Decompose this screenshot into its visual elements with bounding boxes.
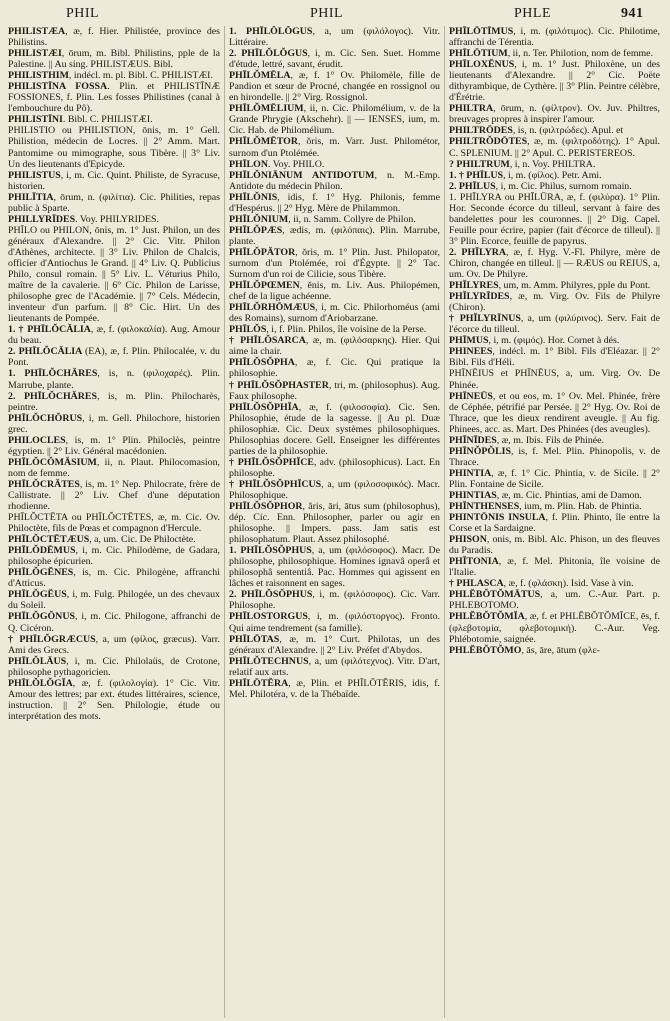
dictionary-entry: PHILISTĪNA FOSSA. Plin. et PHILISTĪNÆ FOSSIONES, f. Plin. Les fosses Philistines (canal à l'embouchure du Pô). — [8, 81, 221, 115]
header-left-guide-word: PHIL — [66, 6, 100, 21]
dictionary-entry: PHĪLON. Voy. PHILO. — [229, 158, 325, 170]
dictionary-entry: PHĪLŎMĒLA, æ, f. 1° Ov. Philomèle, fille de Pandion et sœur de Procné, changée en rossignol ou en hirondelle. || 2° Virg. Rossignol. — [229, 70, 440, 104]
dictionary-entry: PHĪLO ou PHILON, ōnis, m. 1° Just. Philon, un des généraux d'Alexandre. || 2° Cic. Vitr. Philon d'Athènes, architecte. || 3° Liv. Philon de Chalcis, officier d'Antiochus le Grand. || 4° Liv. Q. Publicius Philo, consul romain. || 5° Liv. L. Véturius Philo, maître de la cavalerie. || 6° Cic. Philon de Larisse, philosophe grec de l'Académie. || 7° Cels. Médecin, inventeur d'un parfum. || 8° Cic. Hirt. Un des lieutenants de Pompée. — [8, 224, 220, 325]
dictionary-entry: PHĪLŎCTĒTA ou PHĪLŎCTĒTES, æ, m. Cic. Ov. Philoctète, fils de Pœas et compagnon d'Hercule. — [8, 512, 220, 535]
dictionary-entry: PHĪLŌTAS, æ, m. 1° Curt. Philotas, un des généraux d'Alexandre. || 2° Liv. Préfet d'Abydos. — [229, 633, 440, 656]
dictionary-entry: ? PHILTRUM, i, n. Voy. PHILTRA. — [449, 158, 596, 170]
page-number: 941 — [621, 6, 644, 21]
dictionary-entry: PHINEES, indécl. m. 1° Bibl. Fils d'Eléazar. || 2° Bibl. Fils d'Héli. — [449, 346, 660, 369]
dictionary-entry: PHINTŌNIS INSULA, f. Plin. Phinto, île entre la Corse et la Sardaigne. — [449, 512, 660, 535]
dictionary-entry: 1. PHĪLŎCHĂRES, is, n. (φιλοχαρές). Plin. Marrube, plante. — [8, 368, 220, 391]
dictionary-entry: † PHĪLŎGRÆCUS, a, um (φίλος, græcus). Varr. Ami des Grecs. — [8, 633, 220, 656]
dictionary-entry: PHĪLŎGĔNES, is, m. Cic. Philogène, affranchi d'Atticus. — [8, 567, 220, 590]
dictionary-entry: PHĪLŎSŎPHĬA, æ, f. (φιλοσοφία). Cic. Sen. Philosophie, étude de la sagesse. || Au pl. Duæ philosophiæ. Cic. Deux systèmes philosophiques. Philosophias docere. Gell. Enseigner les différentes parties de la philosophie. — [229, 401, 440, 457]
dictionary-entry: PHĪLŎPĂTOR, ŏris, m. 1° Plin. Just. Philopator, surnom d'un Ptolémée, roi d'Égypte. || 2° Tac. Surnom d'un roi de Cilicie, sous Tibère. — [229, 246, 440, 281]
dictionary-entry: 1. PHĪLŎSŎPHUS, a, um (φιλόσοφος). Macr. De philosophe, philosophique. Homines ignavâ operâ et philosophâ sententiâ. Pac. Hommes qui agissent en lâches et raisonnent en sages. — [229, 545, 440, 590]
dictionary-entry: † PHLASCA, æ, f. (φλάσκη). Isid. Vase à vin. — [449, 578, 634, 590]
dictionary-entry: PHLĔBŎTŎMĀTUS, a, um. C.-Aur. Part. p. PHLEBOTOMO. — [449, 589, 660, 612]
dictionary-entry: PHĪNEŪS, et ou eos, m. 1° Ov. Mel. Phinée, frère de Céphée, pétrifié par Persée. || 2° Hyg. Ov. Roi de Thrace, que les dieux rendirent aveugle. || Au fig. Phinees, acc. as. Mart. Des Phinées (des aveugles). — [449, 390, 660, 435]
dictionary-entry: PHINTIA, æ, f. 1° Cic. Phintia, v. de Sicile. || 2° Plin. Fontaine de Sicile. — [449, 467, 660, 490]
column-3 — [444, 26, 664, 1018]
dictionary-entry: † PHĪLŎSARCA, æ, m. (φιλόσαρκης). Hier. Qui aime la chair. — [229, 335, 440, 358]
dictionary-entry: PHĪLŎLĀUS, i, m. Cic. Philolaüs, de Crotone, philosophe pythagoricien. — [8, 655, 220, 678]
dictionary-entry: PHĪLŎLŎGĬA, æ, f. (φιλολογία). 1° Cic. Vitr. Amour des lettres; par ext. études littéraires, science, instruction. || 2° Sen. Philologie, étude ou interprétation des mots. — [8, 677, 220, 722]
dictionary-entry: 2. PHĪLUS, i, m. Cic. Philus, surnom romain. — [449, 180, 632, 192]
dictionary-entry: PHĪLOXĔNUS, i, m. 1° Just. Philoxène, un des lieutenants d'Alexandre. || 2° Cic. Poëte dithyrambique, de Cythère. || 3° Plin. Peintre célèbre, d'Érétrie. — [449, 59, 660, 104]
dictionary-entry: PHĪLŎRHŌMÆUS, i, m. Cic. Philorhoméus (ami des Romains), surnom d'Ariobarzane. — [229, 302, 440, 325]
dictionary-entry: PHĪLŎPÆS, ædis, m. (φιλόπαις). Plin. Marrube, plante. — [229, 224, 440, 247]
column-2 — [224, 26, 444, 1018]
dictionary-entry: PHĪLŎMĒTOR, ŏris, m. Varr. Just. Philométor, surnom d'un Ptolémée. — [229, 136, 440, 159]
dictionary-entry: PHĪLŎTECHNUS, a, um (φιλότεχνος). Vitr. D'art, relatif aux arts. — [229, 655, 440, 678]
column-1 — [4, 26, 224, 1018]
dictionary-entry: 1. † PHĪLŎCĂLIA, æ, f. (φιλοκαλία). Aug. Amour du beau. — [8, 324, 220, 347]
dictionary-entry: PHĪLŎSŎPHOR, ăris, āri, ātus sum (philosophus), dép. Cic. Enn. Philosopher, parler ou agir en philosophe. || Impers. pass. Jam satis est philosophatum. Plaut. Assez philosophé. — [229, 501, 440, 546]
dictionary-columns — [4, 26, 664, 1018]
dictionary-entry: PHĪLOSTORGUS, i, m. (φιλόστοργος). Fronto. Qui aime tendrement (sa famille). — [229, 611, 440, 634]
dictionary-entry: PHĪLŎDĒMUS, i, m. Cic. Philodème, de Gadara, philosophe épicurien. — [8, 545, 220, 568]
dictionary-entry: PHĬNTHENSES, ium, m. Plin. Hab. de Phintia. — [449, 501, 642, 513]
dictionary-entry: PHILOCLES, is, m. 1° Plin. Philoclès, peintre égyptien. || 2° Liv. Général macédonien. — [8, 434, 220, 457]
dictionary-entry: PHĪLŌTIUM, ii, n. Ter. Philotion, nom de femme. — [449, 48, 654, 60]
dictionary-entry: 2. PHĬLYRA, æ, f. Hyg. V.-Fl. Philyre, mère de Chiron, changée en tilleul. || — RÆUS ou REIUS, a, um. Ov. De Philyre. — [449, 246, 660, 281]
dictionary-entry: PHĪLŎNIUM, ii, n. Samm. Collyre de Philon. — [229, 213, 416, 225]
dictionary-entry: † PHĪLŎSŎPHĬCE, adv. (philosophicus). Lact. En philosophe. — [229, 456, 440, 479]
dictionary-entry: PHILTRŌDES, is, n. (φιλτρώδες). Apul. et — [449, 125, 624, 137]
dictionary-entry: PHĬLYRĪDES, æ, m. Virg. Ov. Fils de Philyre (Chiron). — [449, 291, 660, 314]
dictionary-entry: PHĪLŌTĔRA, æ, Plin. et PHĪLŌTĔRIS, idis, f. Mel. Philotéra, v. de la Thébaïde. — [229, 677, 440, 700]
dictionary-entry: PHILTRŎDŌTES, æ, m. (φιλτροδότης). 1° Apul. C. SPLENIUM. || 2° Apul. C. PERISTEREOS. — [449, 136, 660, 159]
dictionary-entry: PHILISTĪNI. Bibl. C. PHILISTÆI. — [8, 114, 153, 126]
dictionary-entry: † PHĪLŎSŎPHĬCUS, a, um (φιλοσοφικός). Macr. Philosophique. — [229, 478, 440, 501]
dictionary-entry: 2. PHĪLŎCHĂRES, is, m. Plin. Philocharès, peintre. — [8, 390, 220, 413]
dictionary-entry: PHĪLŎMĒLIUM, ii, n. Cic. Philomélium, v. de la Grande Phrygie (Akschehr). || — IENSES, ium, m. Cic. Hab. de Philomélium. — [229, 103, 440, 137]
header-right-guide-word: PHLE — [514, 6, 551, 21]
dictionary-entry: PHILTRA, ōrum, n. (φίλτρον). Ov. Juv. Philtres, breuvages propres à inspirer l'amour. — [449, 103, 660, 126]
dictionary-entry: 1. † PHĪLUS, i, m. (φίλος). Petr. Ami. — [449, 169, 602, 181]
dictionary-entry: PHĪLŎS, i, f. Plin. Philos, île voisine de la Perse. — [229, 324, 427, 336]
dictionary-entry: † PHĬLYRĪNUS, a, um (φιλύρινος). Serv. Fait de l'écorce du tilleul. — [449, 313, 660, 336]
dictionary-entry: PHĪLŎNIS, idis, f. 1° Hyg. Philonis, femme d'Hespérus. || 2° Hyg. Mère de Philammon. — [229, 191, 440, 214]
dictionary-entry: PHĪLŎCHŎRUS, i, m. Gell. Philochore, historien grec. — [8, 412, 220, 435]
dictionary-entry: PHĪNĒIUS et PHĪNĒUS, a, um. Virg. Ov. De Phinée. — [449, 368, 660, 391]
dictionary-entry: PHĪNŎPŎLIS, is, f. Mel. Plin. Phinopolis, v. de Thrace. — [449, 445, 660, 468]
dictionary-entry: PHILISTIO ou PHILISTION, ōnis, m. 1° Gell. Philistion, médecin de Locres. || 2° Amm. Mart. Pantomime ou mimographe, sous Tibère. || 3° Liv. Un des lieutenants d'Epicyde. — [8, 125, 220, 170]
dictionary-entry: PHILISTÆI, ōrum, m. Bibl. Philistins, pple de la Palestine. || Au sing. PHILISTÆUS. Bibl. — [8, 48, 220, 71]
dictionary-entry: PHILĪTIA, ōrum, n. (φιλίτια). Cic. Philities, repas public à Sparte. — [8, 191, 220, 214]
dictionary-entry: PHINTIAS, æ, m. Cic. Phintias, ami de Damon. — [449, 489, 642, 501]
dictionary-entry: 1. PHĬLYRA ou PHĬLŪRA, æ, f. (φιλύρα). 1° Plin. Hor. Seconde écorce du tilleul, servant à faire des bandelettes pour les couronnes. || 2° Dig. Capel. Feuille pour écrire, papier (fait d'écorce de tilleul). || 3° Plin. Ecorce, feuille de papyrus. — [449, 191, 660, 247]
dictionary-entry: PHISON, onis, m. Bibl. Alc. Phison, un des fleuves du Paradis. — [449, 534, 660, 557]
dictionary-entry: PHĪLŎGŎNUS, i, m. Cic. Philogone, affranchi de Q. Cicéron. — [8, 611, 220, 634]
header-middle-guide-word: PHIL — [310, 6, 344, 21]
dictionary-entry: PHILISTUS, i, m. Cic. Quint. Philiste, de Syracuse, historien. — [8, 169, 220, 192]
dictionary-entry: PHĬLYRES, um, m. Amm. Philyres, pple du Pont. — [449, 280, 651, 292]
dictionary-entry: PHĪLŎCRĂTES, is, m. 1° Nep. Philocrate, frère de Callistrate. || 2° Liv. Chef d'une députation rhodienne. — [8, 478, 220, 513]
dictionary-entry: 2. PHĪLŎSŎPHUS, i, m. (φιλόσοφος). Cic. Varr. Philosophe. — [229, 589, 440, 612]
dictionary-entry: PHĪMUS, i, m. (φιμός). Hor. Cornet à dés. — [449, 335, 620, 347]
dictionary-entry: † PHĪLŎSŎPHASTER, tri, m. (philosophus). Aug. Faux philosophe. — [229, 379, 441, 402]
running-header — [0, 0, 670, 26]
dictionary-entry: PHĪNĪDES, æ, m. Ibis. Fils de Phinée. — [449, 434, 605, 446]
dictionary-entry: PHILISTHIM, indécl. m. pl. Bibl. C. PHILISTÆI. — [8, 70, 213, 82]
dictionary-entry: 1. PHĪLŎLŎGUS, a, um (φιλόλογος). Vitr. Littéraire. — [229, 26, 440, 49]
dictionary-entry: PHĪLŎPŒMEN, ĕnis, m. Liv. Aus. Philopémen, chef de la ligue achéenne. — [229, 280, 440, 303]
dictionary-entry: PHĬTONIA, æ, f. Mel. Phitonia, île voisine de l'Italie. — [449, 556, 660, 579]
dictionary-entry: PHĪLŎCTĒTÆUS, a, um. Cic. De Philoctète. — [8, 534, 196, 546]
dictionary-entry: 2. PHĪLŎCĂLIA (EA), æ, f. Plin. Philocalée, v. du Pont. — [8, 346, 220, 369]
dictionary-entry: PHĪLŌTĪMUS, i, m. (φιλότιμος). Cic. Philotime, affranchi de Térentia. — [449, 26, 660, 49]
dictionary-entry: PHĪLŎCŎMĂSIUM, ii, n. Plaut. Philocomasion, nom de femme. — [8, 456, 220, 479]
dictionary-entry: PHLĔBŎTŎMĬA, æ, f. et PHLĔBŎTŎMĪCE, ēs, f. (φλεβοτομία, φλεβοτομική). C.-Aur. Veg. Phlébotomie, saignée. — [449, 611, 660, 645]
dictionary-entry: PHĪLŎGĔUS, i, m. Fulg. Philogée, un des chevaux du Soleil. — [8, 589, 220, 612]
dictionary-entry: PHILISTÆA, æ, f. Hier. Philistée, province des Philistins. — [8, 26, 220, 49]
dictionary-entry: PHĪLŎSŎPHA, æ, f. Cic. Qui pratique la philosophie. — [229, 357, 440, 380]
dictionary-entry: PHĪLŎNIĀNUM ANTIDOTUM, n. M.-Emp. Antidote du médecin Philon. — [229, 169, 440, 192]
dictionary-entry: PHLĔBŎTŎMO, ās, āre, ātum (φλε- — [449, 644, 600, 656]
dictionary-entry: 2. PHĪLŎLŎGUS, i, m. Cic. Sen. Suet. Homme d'étude, lettré, savant, érudit. — [229, 48, 440, 71]
dictionary-entry: PHILLYRĪDES. Voy. PHILYRIDES. — [8, 213, 160, 225]
